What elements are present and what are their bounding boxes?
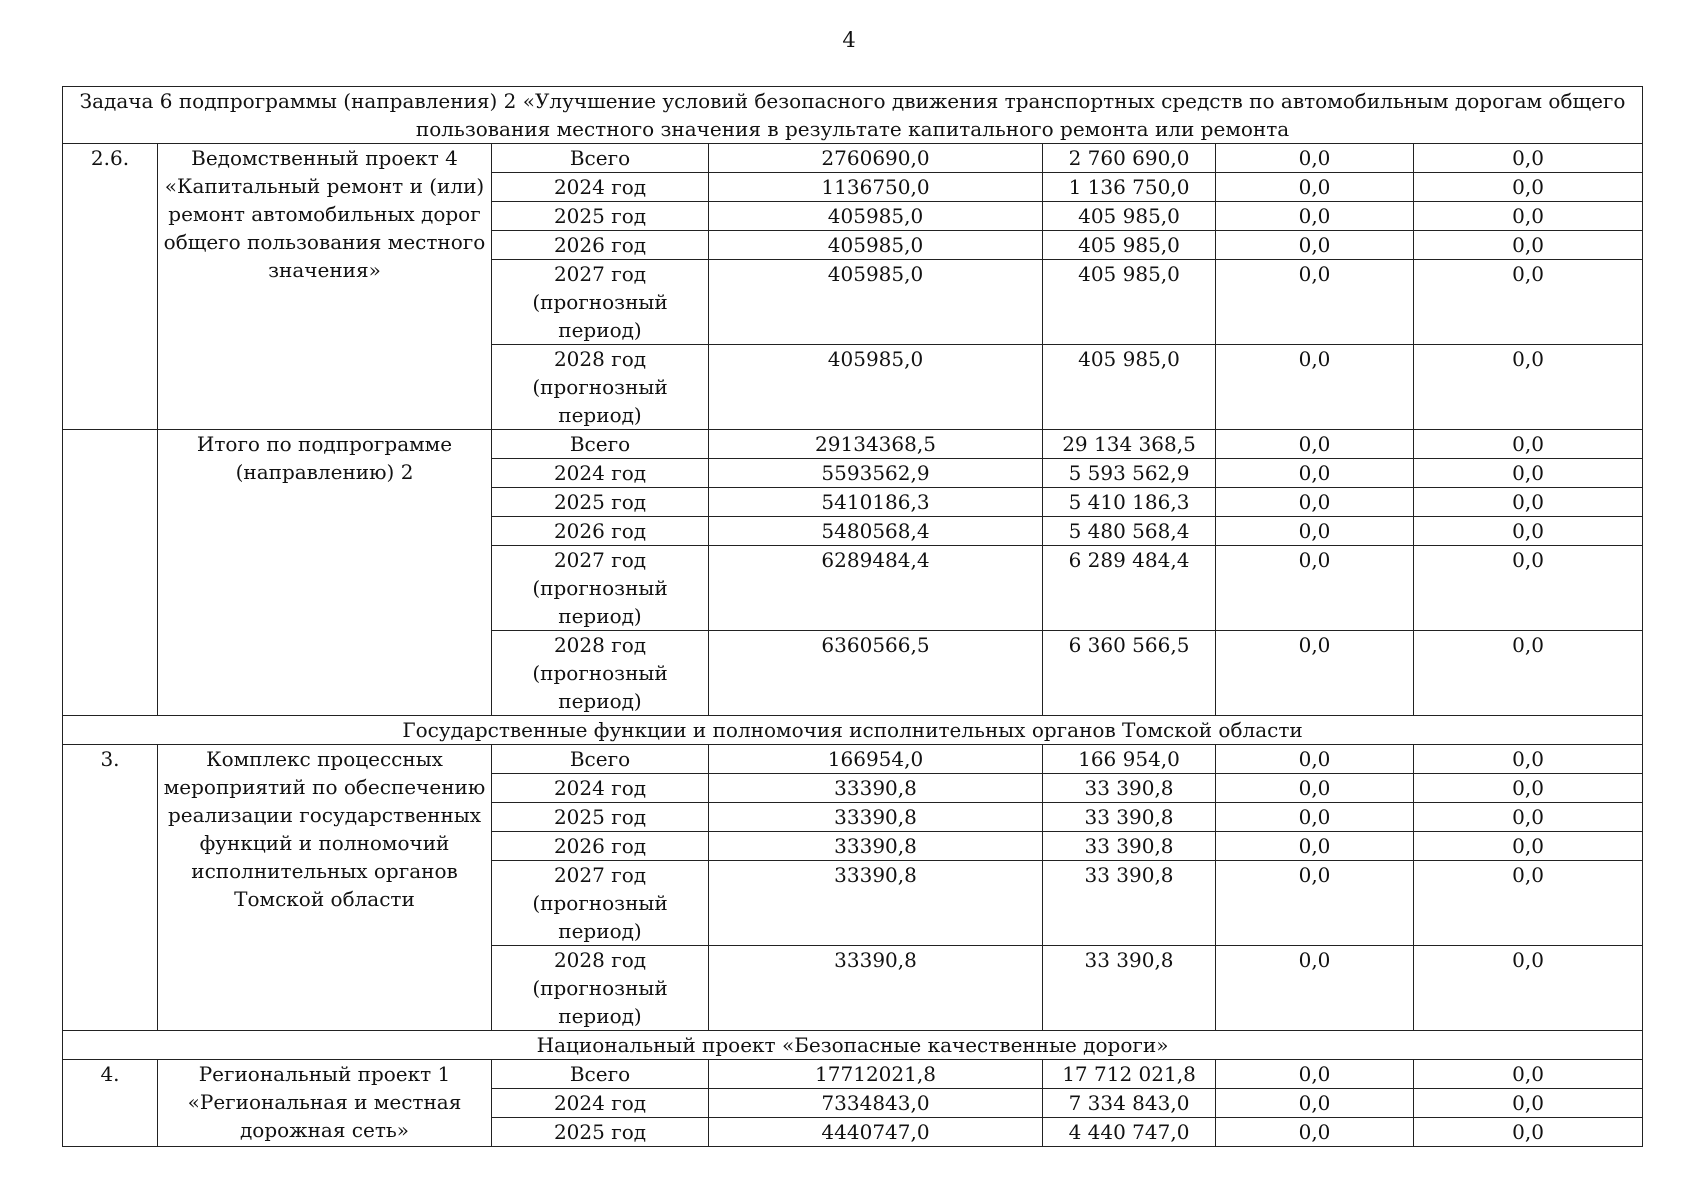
total-value: 2760690,0 — [709, 144, 1043, 173]
federal-budget-value: 0,0 — [1216, 1089, 1414, 1118]
federal-budget-value: 0,0 — [1216, 803, 1414, 832]
item-name: Региональный проект 1 «Региональная и местная дорожная сеть» — [158, 1060, 492, 1147]
total-value: 33390,8 — [709, 832, 1043, 861]
period-cell: 2024 год — [492, 173, 709, 202]
period-cell: 2028 год (прогнозный период) — [492, 946, 709, 1031]
period-cell: 2026 год — [492, 517, 709, 546]
federal-budget-value: 0,0 — [1216, 546, 1414, 631]
local-budget-value: 33 390,8 — [1043, 946, 1216, 1031]
other-sources-value: 0,0 — [1414, 260, 1643, 345]
period-cell: 2025 год — [492, 1118, 709, 1147]
item-number: 3. — [63, 745, 158, 1031]
local-budget-value: 6 289 484,4 — [1043, 546, 1216, 631]
period-cell: 2025 год — [492, 803, 709, 832]
other-sources-value: 0,0 — [1414, 946, 1643, 1031]
total-value: 5410186,3 — [709, 488, 1043, 517]
total-value: 7334843,0 — [709, 1089, 1043, 1118]
local-budget-value: 405 985,0 — [1043, 231, 1216, 260]
period-cell: 2026 год — [492, 832, 709, 861]
local-budget-value: 33 390,8 — [1043, 803, 1216, 832]
total-value: 166954,0 — [709, 745, 1043, 774]
table-row — [63, 745, 1643, 774]
federal-budget-value: 0,0 — [1216, 231, 1414, 260]
item-name: Ведомственный проект 4 «Капитальный ремонт и (или) ремонт автомобильных дорог общего пользования местного значения» — [158, 144, 492, 430]
total-value: 33390,8 — [709, 946, 1043, 1031]
other-sources-value: 0,0 — [1414, 861, 1643, 946]
local-budget-value: 1 136 750,0 — [1043, 173, 1216, 202]
total-value: 6360566,5 — [709, 631, 1043, 716]
federal-budget-value: 0,0 — [1216, 631, 1414, 716]
federal-budget-value: 0,0 — [1216, 517, 1414, 546]
period-cell: 2028 год (прогнозный период) — [492, 345, 709, 430]
federal-budget-value: 0,0 — [1216, 946, 1414, 1031]
other-sources-value: 0,0 — [1414, 832, 1643, 861]
federal-budget-value: 0,0 — [1216, 488, 1414, 517]
local-budget-value: 6 360 566,5 — [1043, 631, 1216, 716]
local-budget-value: 4 440 747,0 — [1043, 1118, 1216, 1147]
local-budget-value: 29 134 368,5 — [1043, 430, 1216, 459]
other-sources-value: 0,0 — [1414, 488, 1643, 517]
local-budget-value: 17 712 021,8 — [1043, 1060, 1216, 1089]
item-number: 2.6. — [63, 144, 158, 430]
total-value: 405985,0 — [709, 260, 1043, 345]
total-value: 33390,8 — [709, 803, 1043, 832]
other-sources-value: 0,0 — [1414, 430, 1643, 459]
section-header: Национальный проект «Безопасные качественные дороги» — [63, 1031, 1643, 1060]
total-value: 405985,0 — [709, 202, 1043, 231]
other-sources-value: 0,0 — [1414, 345, 1643, 430]
local-budget-value: 405 985,0 — [1043, 202, 1216, 231]
item-name: Итого по подпрограмме (направлению) 2 — [158, 430, 492, 716]
period-cell: Всего — [492, 144, 709, 173]
period-cell: Всего — [492, 1060, 709, 1089]
federal-budget-value: 0,0 — [1216, 260, 1414, 345]
local-budget-value: 2 760 690,0 — [1043, 144, 1216, 173]
task-header-row — [63, 87, 1643, 144]
period-cell: 2027 год (прогнозный период) — [492, 861, 709, 946]
local-budget-value: 5 410 186,3 — [1043, 488, 1216, 517]
other-sources-value: 0,0 — [1414, 231, 1643, 260]
total-value: 29134368,5 — [709, 430, 1043, 459]
item-name: Комплекс процессных мероприятий по обеспечению реализации государственных функций и полномочий исполнительных органов Томской области — [158, 745, 492, 1031]
period-cell: 2024 год — [492, 1089, 709, 1118]
period-cell: 2025 год — [492, 488, 709, 517]
period-cell: 2024 год — [492, 774, 709, 803]
other-sources-value: 0,0 — [1414, 774, 1643, 803]
other-sources-value: 0,0 — [1414, 546, 1643, 631]
period-cell: 2024 год — [492, 459, 709, 488]
total-value: 4440747,0 — [709, 1118, 1043, 1147]
other-sources-value: 0,0 — [1414, 745, 1643, 774]
local-budget-value: 166 954,0 — [1043, 745, 1216, 774]
section-header-row — [63, 1031, 1643, 1060]
period-cell: 2027 год (прогнозный период) — [492, 546, 709, 631]
other-sources-value: 0,0 — [1414, 1089, 1643, 1118]
other-sources-value: 0,0 — [1414, 202, 1643, 231]
other-sources-value: 0,0 — [1414, 631, 1643, 716]
table-row — [63, 430, 1643, 459]
page-number: 4 — [842, 28, 856, 52]
federal-budget-value: 0,0 — [1216, 345, 1414, 430]
federal-budget-value: 0,0 — [1216, 1060, 1414, 1089]
period-cell: Всего — [492, 430, 709, 459]
item-number: 4. — [63, 1060, 158, 1147]
federal-budget-value: 0,0 — [1216, 202, 1414, 231]
total-value: 405985,0 — [709, 345, 1043, 430]
total-value: 33390,8 — [709, 774, 1043, 803]
other-sources-value: 0,0 — [1414, 173, 1643, 202]
federal-budget-value: 0,0 — [1216, 173, 1414, 202]
period-cell: 2028 год (прогнозный период) — [492, 631, 709, 716]
federal-budget-value: 0,0 — [1216, 1118, 1414, 1147]
table-row — [63, 144, 1643, 173]
other-sources-value: 0,0 — [1414, 1060, 1643, 1089]
period-cell: 2025 год — [492, 202, 709, 231]
other-sources-value: 0,0 — [1414, 459, 1643, 488]
budget-table — [62, 86, 1643, 1147]
local-budget-value: 33 390,8 — [1043, 861, 1216, 946]
total-value: 33390,8 — [709, 861, 1043, 946]
other-sources-value: 0,0 — [1414, 144, 1643, 173]
other-sources-value: 0,0 — [1414, 803, 1643, 832]
federal-budget-value: 0,0 — [1216, 745, 1414, 774]
period-cell: 2026 год — [492, 231, 709, 260]
section-header-row — [63, 716, 1643, 745]
local-budget-value: 33 390,8 — [1043, 832, 1216, 861]
local-budget-value: 5 593 562,9 — [1043, 459, 1216, 488]
total-value: 1136750,0 — [709, 173, 1043, 202]
local-budget-value: 7 334 843,0 — [1043, 1089, 1216, 1118]
task-header: Задача 6 подпрограммы (направления) 2 «Улучшение условий безопасного движения транспортных средств по автомобильным дорогам общего пользования местного значения в результате капитального ремонта или ремонта — [63, 87, 1643, 144]
federal-budget-value: 0,0 — [1216, 144, 1414, 173]
local-budget-value: 5 480 568,4 — [1043, 517, 1216, 546]
federal-budget-value: 0,0 — [1216, 832, 1414, 861]
other-sources-value: 0,0 — [1414, 1118, 1643, 1147]
item-number — [63, 430, 158, 716]
federal-budget-value: 0,0 — [1216, 861, 1414, 946]
period-cell: Всего — [492, 745, 709, 774]
federal-budget-value: 0,0 — [1216, 459, 1414, 488]
local-budget-value: 405 985,0 — [1043, 345, 1216, 430]
federal-budget-value: 0,0 — [1216, 430, 1414, 459]
table-row — [63, 1060, 1643, 1089]
period-cell: 2027 год (прогнозный период) — [492, 260, 709, 345]
federal-budget-value: 0,0 — [1216, 774, 1414, 803]
total-value: 5593562,9 — [709, 459, 1043, 488]
total-value: 17712021,8 — [709, 1060, 1043, 1089]
total-value: 6289484,4 — [709, 546, 1043, 631]
local-budget-value: 405 985,0 — [1043, 260, 1216, 345]
local-budget-value: 33 390,8 — [1043, 774, 1216, 803]
other-sources-value: 0,0 — [1414, 517, 1643, 546]
total-value: 5480568,4 — [709, 517, 1043, 546]
section-header: Государственные функции и полномочия исполнительных органов Томской области — [63, 716, 1643, 745]
total-value: 405985,0 — [709, 231, 1043, 260]
